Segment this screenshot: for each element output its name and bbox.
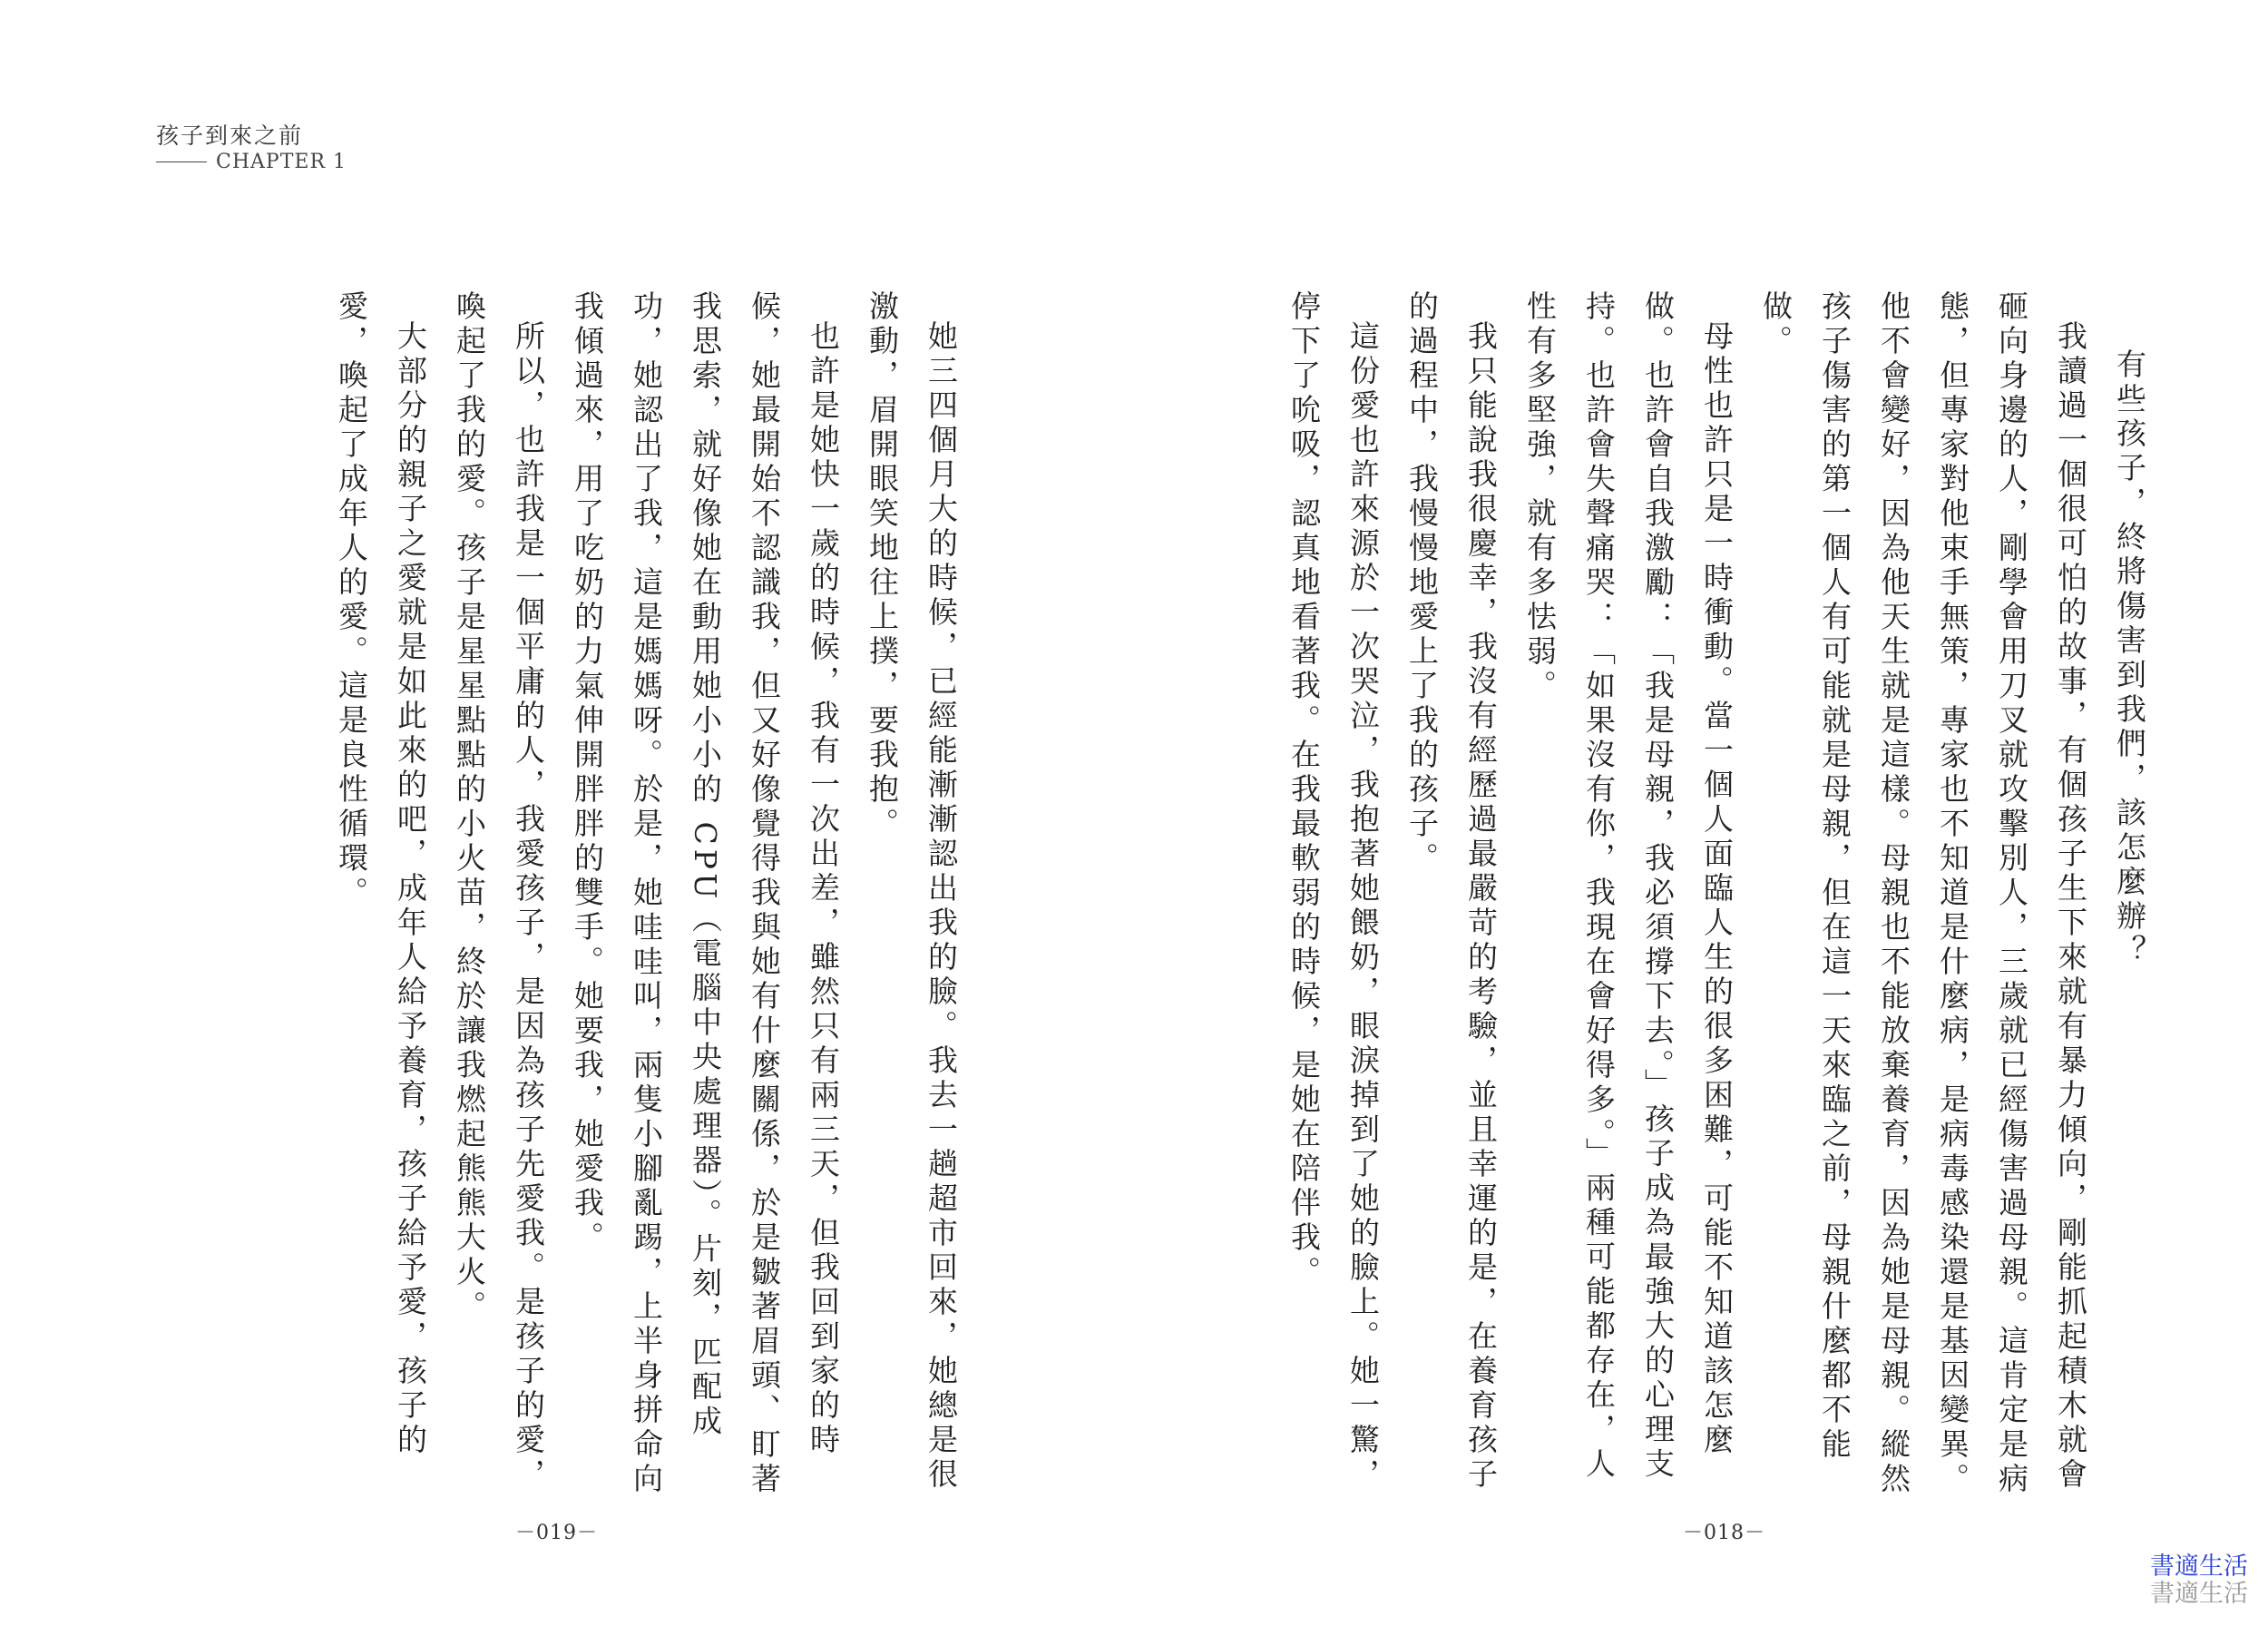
watermark-line-1: 書適生活 bbox=[2150, 1553, 2248, 1581]
running-head-title: 孩子到來之前 bbox=[156, 122, 304, 149]
paragraph: 她三四個月大的時候，已經能漸漸認出我的臉。我去一趟超市回來，她總是很激動，眉開眼笑地往上撲，要我抱。 bbox=[865, 290, 959, 1493]
paragraph: 大部分的親子之愛就是如此來的吧，成年人給予養育，孩子給予愛，孩子的愛，喚起了成年人的愛。這是良性循環。 bbox=[334, 290, 428, 1458]
paragraph: 母性也許只是一時衝動。當一個人面臨人生的很多困難，可能不知道該怎麼做。也許會自我激勵：「我是母親，我必須撐下去。」孩子成為最強大的心理支持。也許會失聲痛哭：「如果沒有你，我現在會好得多。」兩種可能都存在，人性有多堅強，就有多怯弱。 bbox=[1522, 290, 1735, 1483]
page-number-right: －018－ bbox=[1683, 1522, 1765, 1544]
paragraph: 所以，也許我是一個平庸的人，我愛孩子，是因為孩子先愛我。是孩子的愛，喚起了我的愛。孩子是星星點點的小火苗，終於讓我燃起熊熊大火。 bbox=[452, 290, 546, 1493]
paragraph: 我只能說我很慶幸，我沒有經歷過最嚴苛的考驗，並且幸運的是，在養育孩子的過程中，我慢慢地愛上了我的孩子。 bbox=[1404, 290, 1499, 1493]
page-number-left: －019－ bbox=[515, 1522, 598, 1544]
publisher-watermark bbox=[2150, 1553, 2248, 1608]
paragraph: 有些孩子，終將傷害到我們，該怎麼辦？ bbox=[2112, 348, 2147, 969]
chapter-label: CHAPTER 1 bbox=[216, 151, 347, 173]
left-page-text bbox=[322, 290, 971, 1497]
left-page bbox=[308, 290, 971, 1561]
paragraph: 也許是她快一歲的時候，我有一次出差，雖然只有兩三天，但我回到家的時候，她最開始不認識我，但又好像覺得我與她有什麼關係，於是皺著眉頭、盯著我思索，就好像她在動用她小小的 CPU（電腦中央處理器）。片刻，匹配成功，她認出了我，這是媽媽呀。於是，她哇哇叫，兩隻小腳亂踢，上半身拼命向我傾過來，用了吃奶的力氣伸開胖胖的雙手。她要我，她愛我。 bbox=[570, 290, 841, 1497]
watermark-line-2: 書適生活 bbox=[2150, 1580, 2248, 1608]
running-head-chapter bbox=[156, 151, 347, 173]
paragraph: 這份愛也許來源於一次哭泣，我抱著她餵奶，眼淚掉到了她的臉上。她一驚，停下了吮吸，認真地看著我。在我最軟弱的時候，是她在陪伴我。 bbox=[1286, 290, 1381, 1493]
right-page-text bbox=[1275, 290, 2159, 1497]
paragraph: 我讀過一個很可怕的故事，有個孩子生下來就有暴力傾向，剛能抓起積木就會砸向身邊的人，剛學會用刀叉就攻擊別人，三歲就已經傷害過母親。這肯定是病態，但專家對他束手無策，專家也不知道是什麼病，是病毒感染還是基因變異。他不會變好，因為他天生就是這樣。母親也不能放棄養育，因為她是母親。縱然孩子傷害的第一個人有可能就是母親，但在這一天來臨之前，母親什麼都不能做。 bbox=[1758, 290, 2088, 1497]
right-page bbox=[1286, 290, 2159, 1561]
